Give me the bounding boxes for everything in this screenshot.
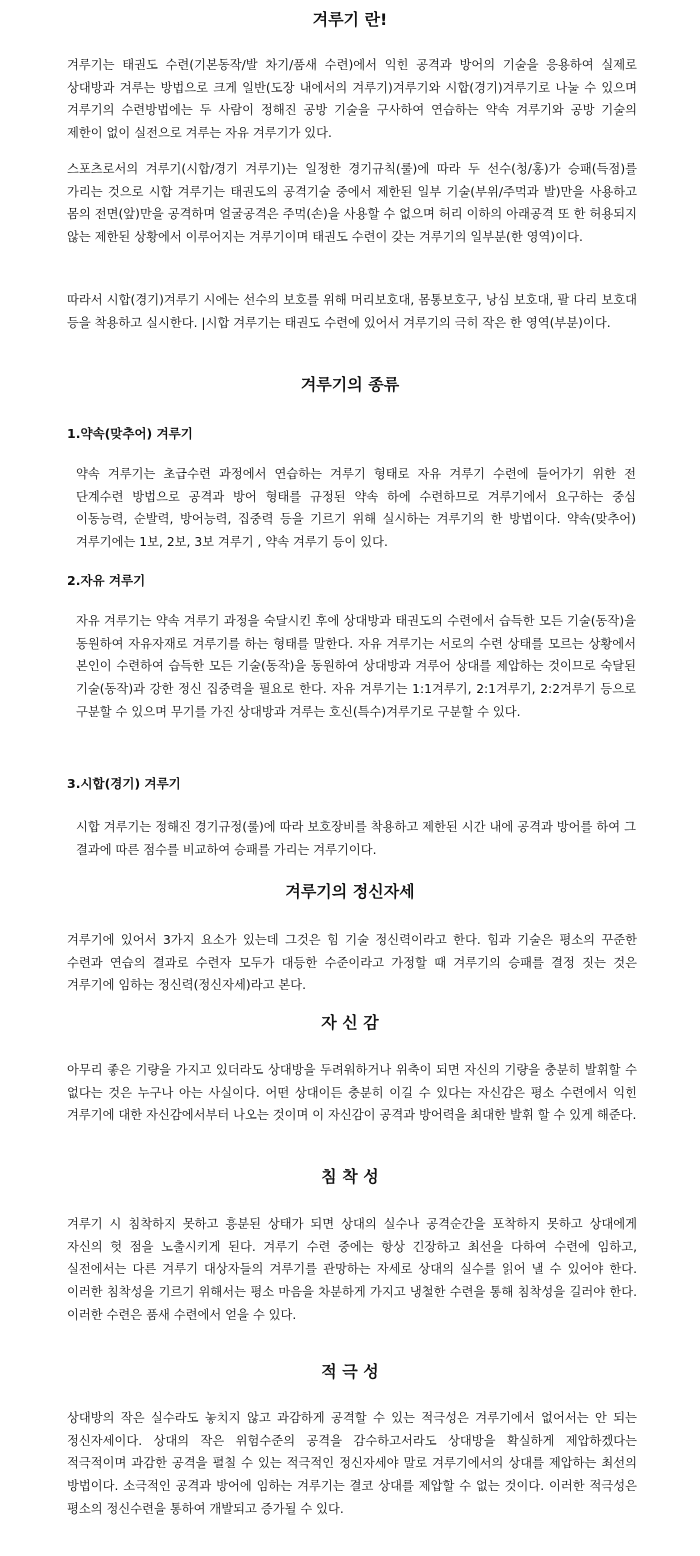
paragraph-sparring-mindset: 겨루기에 있어서 3가지 요소가 있는데 그것은 힘 기술 정신력이라고 한다. 힘과 기술은 평소의 꾸준한 수련과 연습의 결과로 수련자 모두가 대등한 수준이라고 가정할 때 겨루기의 승패를 결정 짓는 것은 겨루기에 임하는 정신력(정신자세)라고 본다.	[67, 933, 637, 993]
section-title-aggressiveness: 적 극 성	[321, 1362, 379, 1381]
paragraph-aggressiveness: 상대방의 작은 실수라도 놓치지 않고 과감하게 공격할 수 있는 적극성은 겨루기에서 없어서는 안 되는 정신자세이다. 상대의 작은 위험수준의 공격을 감수하고서라도 상대방을 확실하게 제압하겠다는 적극적이며 과감한 공격을 펼칠 수 있는 적극적인 정신자세야 말로 겨루기에서의 상대를 제압하는 최선의 방법이다. 소극적인 공격과 방어에 임하는 겨루기는 결코 상대를 제압할 수 없는 것이다. 이러한 적극성은 평소의 정신수련을 통하여 개발되고 증가될 수 있다.	[67, 1411, 637, 1516]
paragraph-composure: 겨루기 시 침착하지 못하고 흥분된 상태가 되면 상대의 실수나 공격순간을 포착하지 못하고 상대에게 자신의 헛 점을 노출시키게 된다. 겨루기 수련 중에는 항상 긴장하고 최선을 다하여 수련에 임하고, 실전에서는 다른 겨루기 대상자들의 겨루기를 관망하는 자세로 상대의 실수를 읽어 낼 수 있어야 한다. 이러한 침착성을 기르기 위해서는 평소 마음을 차분하게 가지고 냉철한 수련을 통해 침착성을 길러야 한다. 이러한 수련은 품새 수련에서 얻을 수 있다.	[67, 1217, 637, 1322]
subheading-match-sparring: 3.시합(경기) 겨루기	[67, 776, 181, 791]
subheading-free-sparring: 2.자유 겨루기	[67, 573, 146, 588]
paragraph-protective-gear: 따라서 시합(경기)겨루기 시에는 선수의 보호를 위해 머리보호대, 몸통보호구, 낭심 보호대, 팔 다리 보호대 등을 착용하고 실시한다. |시합 겨루기는 태권도 수련에 있어서 겨루기의 극히 작은 한 영역(부분)이다.	[67, 293, 637, 330]
paragraph-promise-sparring: 약속 겨루기는 초급수련 과정에서 연습하는 겨루기 형태로 자유 겨루기 수련에 들어가기 위한 전 단계수련 방법으로 공격과 방어 형태를 규정된 약속 하에 수련하므로 겨루기에서 요구하는 중심 이동능력, 순발력, 방어능력, 집중력 등을 기르기 위해 실시하는 겨루기의 한 방법이다. 약속(맞추어) 겨루기에는 1보, 2보, 3보 겨루기 , 약속 겨루기 등이 있다.	[76, 467, 636, 550]
paragraph-free-sparring: 자유 겨루기는 약속 겨루기 과정을 숙달시킨 후에 상대방과 태권도의 수련에서 습득한 모든 기술(동작)을 동원하여 자유자재로 겨루기를 하는 형태를 말한다. 자유 겨루기는 서로의 수련 상태를 모르는 상황에서 본인이 수련하여 습득한 모든 기술(동작)을 동원하여 상대방과 겨루어 상대를 제압하는 것이므로 숙달된 기술(동작)과 강한 정신 집중력을 필요로 한다. 자유 겨루기는 1:1겨루기, 2:1겨루기, 2:2겨루기 등으로 구분할 수 있으며 무기를 가진 상대방과 겨루는 호신(특수)겨루기로 구분할 수 있다.	[76, 614, 636, 719]
paragraph-confidence: 아무리 좋은 기량을 가지고 있더라도 상대방을 두려워하거나 위축이 되면 자신의 기량을 충분히 발휘할 수 없다는 것은 누구나 아는 사실이다. 어떤 상대이든 충분히 이길 수 있다는 자신감은 평소 수련에서 익힌 겨루기에 대한 자신감에서부터 나오는 것이며 이 자신감이 공격과 방어력을 최대한 발휘 할 수 있게 해준다.	[67, 1063, 637, 1123]
section-title-what-is-sparring: 겨루기 란!	[312, 10, 388, 29]
section-title-composure: 침 착 성	[321, 1167, 379, 1186]
section-title-sparring-types: 겨루기의 종류	[300, 375, 400, 394]
subheading-promise-sparring: 1.약속(맞추어) 겨루기	[67, 426, 193, 441]
paragraph-sparring-intro: 겨루기는 태권도 수련(기본동작/발 차기/품새 수련)에서 익힌 공격과 방어의 기술을 응용하여 실제로 상대방과 겨루는 방법으로 크게 일반(도장 내에서의 겨루기)겨루기와 시합(경기)겨루기로 나눌 수 있으며 겨루기의 수련방법에는 두 사람이 정해진 공방 기술을 구사하여 연습하는 약속 겨루기와 공방 기술의 제한이 없이 실전으로 겨루는 자유 겨루기가 있다.	[67, 58, 637, 141]
paragraph-match-sparring: 시합 겨루기는 정해진 경기규정(룰)에 따라 보호장비를 착용하고 제한된 시간 내에 공격과 방어를 하여 그 결과에 따른 점수를 비교하여 승패를 가리는 겨루기이다.	[76, 820, 636, 857]
paragraph-sport-sparring: 스포츠로서의 겨루기(시합/경기 겨루기)는 일정한 경기규칙(룰)에 따라 두 선수(청/홍)가 승패(득점)를 가리는 것으로 시합 겨루기는 태권도의 공격기술 중에서 제한된 일부 기술(부위/주먹과 발)만을 사용하고 몸의 전면(앞)만을 공격하며 얼굴공격은 주먹(손)을 사용할 수 없으며 허리 이하의 아래공격 또 한 허용되지 않는 제한된 상황에서 이루어지는 겨루기이며 태권도 수련이 갖는 겨루기의 일부분(한 영역)이다.	[67, 162, 637, 245]
section-title-sparring-mindset: 겨루기의 정신자세	[285, 882, 415, 901]
section-title-confidence: 자 신 감	[321, 1013, 379, 1032]
